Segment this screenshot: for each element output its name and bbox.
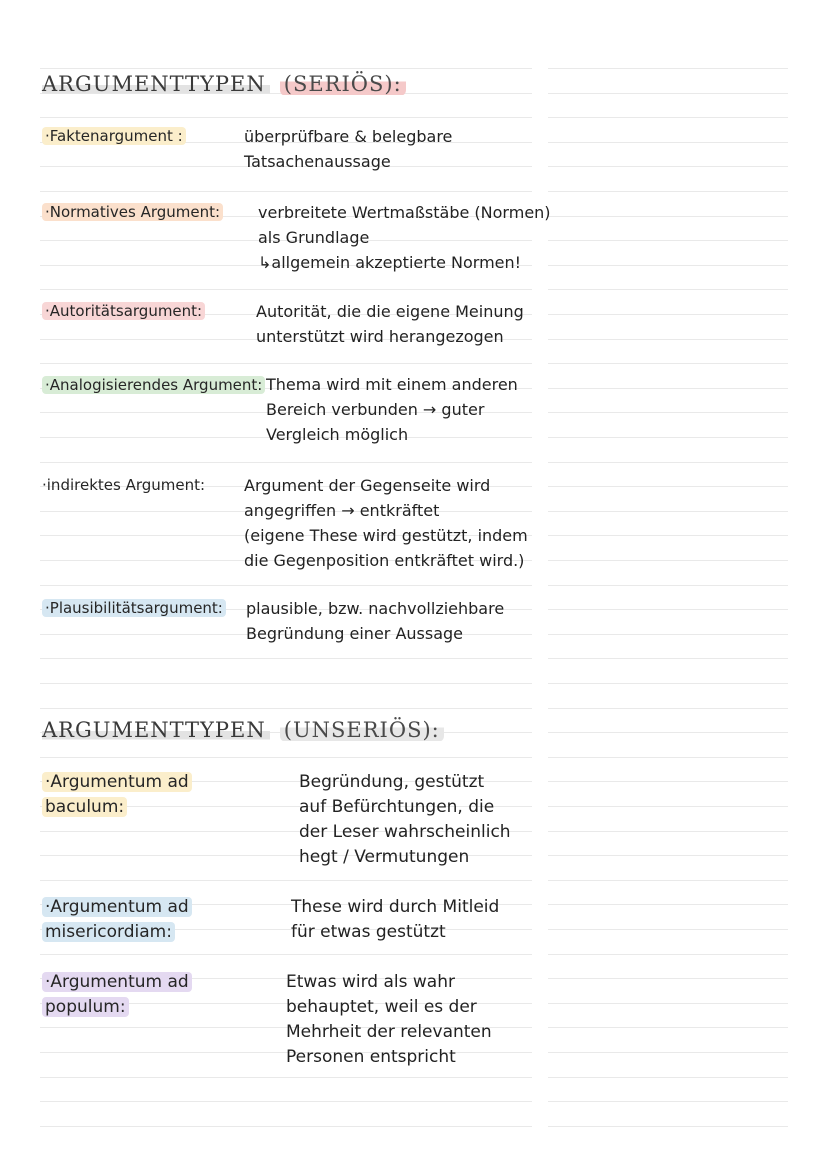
term-label: ·Normatives Argument: [42, 203, 223, 221]
definition-line: verbreitete Wertmaßstäbe (Normen) [258, 203, 551, 222]
ruled-line [40, 363, 532, 364]
section-heading-serioes [42, 72, 406, 96]
definition-line: ↳allgemein akzeptierte Normen! [258, 253, 522, 272]
definition-line: Thema wird mit einem anderen [266, 375, 518, 394]
ruled-line [548, 831, 788, 832]
section-heading-unserioes [42, 718, 444, 742]
ruled-line [40, 1077, 532, 1078]
ruled-line [548, 1027, 788, 1028]
term-label: ·Faktenargument : [42, 127, 186, 145]
definition-line: unterstützt wird herangezogen [256, 327, 504, 346]
ruled-line [548, 978, 788, 979]
term-label-line: ·Argumentum ad [42, 897, 192, 917]
definition-argumentum-ad-populum [286, 970, 492, 1070]
definition-line: Begründung einer Aussage [246, 624, 464, 643]
ruled-line [548, 954, 788, 955]
ruled-line [548, 314, 788, 315]
ruled-line [40, 289, 532, 290]
ruled-line [40, 708, 532, 709]
ruled-line [40, 117, 532, 118]
ruled-line [548, 855, 788, 856]
ruled-line [40, 658, 532, 659]
ruled-line [548, 437, 788, 438]
definition-autoritaetsargument [256, 299, 524, 349]
definition-argumentum-ad-misericordiam [291, 895, 499, 945]
ruled-line [548, 511, 788, 512]
ruled-line [548, 1003, 788, 1004]
definition-line: hegt / Vermutungen [299, 847, 470, 867]
term-label: ·Analogisierendes Argument: [42, 376, 265, 394]
term-plausibilitaetsargument [42, 596, 226, 620]
definition-indirektes-argument [244, 473, 528, 573]
ruled-line [548, 462, 788, 463]
definition-line: Mehrheit der relevanten [286, 1022, 492, 1042]
definition-line: Argument der Gegenseite wird [244, 476, 491, 495]
ruled-line [548, 806, 788, 807]
definition-line: die Gegenposition entkräftet wird.) [244, 551, 525, 570]
heading-title: ARGUMENTTYPEN [42, 72, 270, 96]
term-label-line: populum: [42, 997, 129, 1017]
term-analogisierendes-argument [42, 373, 265, 397]
ruled-line [548, 585, 788, 586]
ruled-line [548, 683, 788, 684]
definition-normatives-argument [258, 200, 551, 275]
definition-line: plausible, bzw. nachvollziehbare [246, 599, 505, 618]
ruled-line [548, 560, 788, 561]
ruled-line [548, 93, 788, 94]
definition-line: Personen entspricht [286, 1047, 456, 1067]
definition-line: angegriffen → entkräftet [244, 501, 440, 520]
term-argumentum-ad-populum [42, 970, 192, 1020]
ruled-line [548, 142, 788, 143]
ruled-line [548, 634, 788, 635]
term-normatives-argument [42, 200, 223, 224]
ruled-line [40, 585, 532, 586]
definition-line: These wird durch Mitleid [291, 897, 500, 917]
definition-line: Tatsachenaussage [244, 152, 391, 171]
definition-faktenargument [244, 124, 452, 174]
definition-line: der Leser wahrscheinlich [299, 822, 511, 842]
ruled-line [548, 1126, 788, 1127]
definition-line: Begründung, gestützt [299, 772, 485, 792]
definition-argumentum-ad-baculum [299, 770, 511, 870]
term-label: ·indirektes Argument: [42, 476, 206, 494]
ruled-line [548, 1077, 788, 1078]
definition-line: überprüfbare & belegbare [244, 127, 453, 146]
ruled-line [548, 166, 788, 167]
ruled-line [548, 1101, 788, 1102]
definition-line: als Grundlage [258, 228, 370, 247]
term-label: ·Plausibilitätsargument: [42, 599, 226, 617]
ruled-line [548, 658, 788, 659]
heading-title: ARGUMENTTYPEN [42, 718, 270, 742]
term-indirektes-argument [42, 473, 205, 497]
ruled-line [548, 240, 788, 241]
term-label-line: baculum: [42, 797, 127, 817]
ruled-line [40, 1101, 532, 1102]
term-faktenargument [42, 124, 186, 148]
ruled-line [40, 683, 532, 684]
ruled-line [548, 781, 788, 782]
definition-line: für etwas gestützt [291, 922, 446, 942]
ruled-line [40, 68, 532, 69]
term-argumentum-ad-misericordiam [42, 895, 192, 945]
term-label-line: misericordiam: [42, 922, 175, 942]
ruled-line [548, 535, 788, 536]
ruled-line [548, 339, 788, 340]
ruled-line [548, 388, 788, 389]
ruled-line [548, 363, 788, 364]
ruled-line [40, 1126, 532, 1127]
definition-line: Bereich verbunden → guter [266, 400, 485, 419]
ruled-line [548, 880, 788, 881]
definition-line: Autorität, die die eigene Meinung [256, 302, 524, 321]
definition-line: behauptet, weil es der [286, 997, 477, 1017]
ruled-line [40, 462, 532, 463]
ruled-line [548, 216, 788, 217]
ruled-line [548, 412, 788, 413]
definition-analogisierendes-argument [266, 372, 518, 447]
term-label: ·Autoritätsargument: [42, 302, 205, 320]
ruled-line [548, 265, 788, 266]
ruled-line [548, 708, 788, 709]
ruled-line [548, 68, 788, 69]
heading-subtitle: (SERIÖS): [280, 72, 406, 96]
ruled-line [548, 289, 788, 290]
definition-line: Vergleich möglich [266, 425, 409, 444]
ruled-line [548, 929, 788, 930]
ruled-line [548, 1052, 788, 1053]
heading-subtitle: (UNSERIÖS): [280, 718, 444, 742]
term-argumentum-ad-baculum [42, 770, 192, 820]
term-label-line: ·Argumentum ad [42, 772, 192, 792]
ruled-line [548, 732, 788, 733]
ruled-line [40, 191, 532, 192]
ruled-line [40, 757, 532, 758]
term-label-line: ·Argumentum ad [42, 972, 192, 992]
term-autoritaetsargument [42, 299, 205, 323]
definition-line: (eigene These wird gestützt, indem [244, 526, 528, 545]
ruled-line [548, 191, 788, 192]
ruled-line [548, 757, 788, 758]
ruled-line [548, 904, 788, 905]
definition-line: Etwas wird als wahr [286, 972, 455, 992]
definition-line: auf Befürchtungen, die [299, 797, 495, 817]
ruled-line [548, 117, 788, 118]
ruled-line [548, 486, 788, 487]
ruled-line [40, 954, 532, 955]
definition-plausibilitaetsargument [246, 596, 504, 646]
ruled-line [40, 880, 532, 881]
ruled-line [548, 609, 788, 610]
